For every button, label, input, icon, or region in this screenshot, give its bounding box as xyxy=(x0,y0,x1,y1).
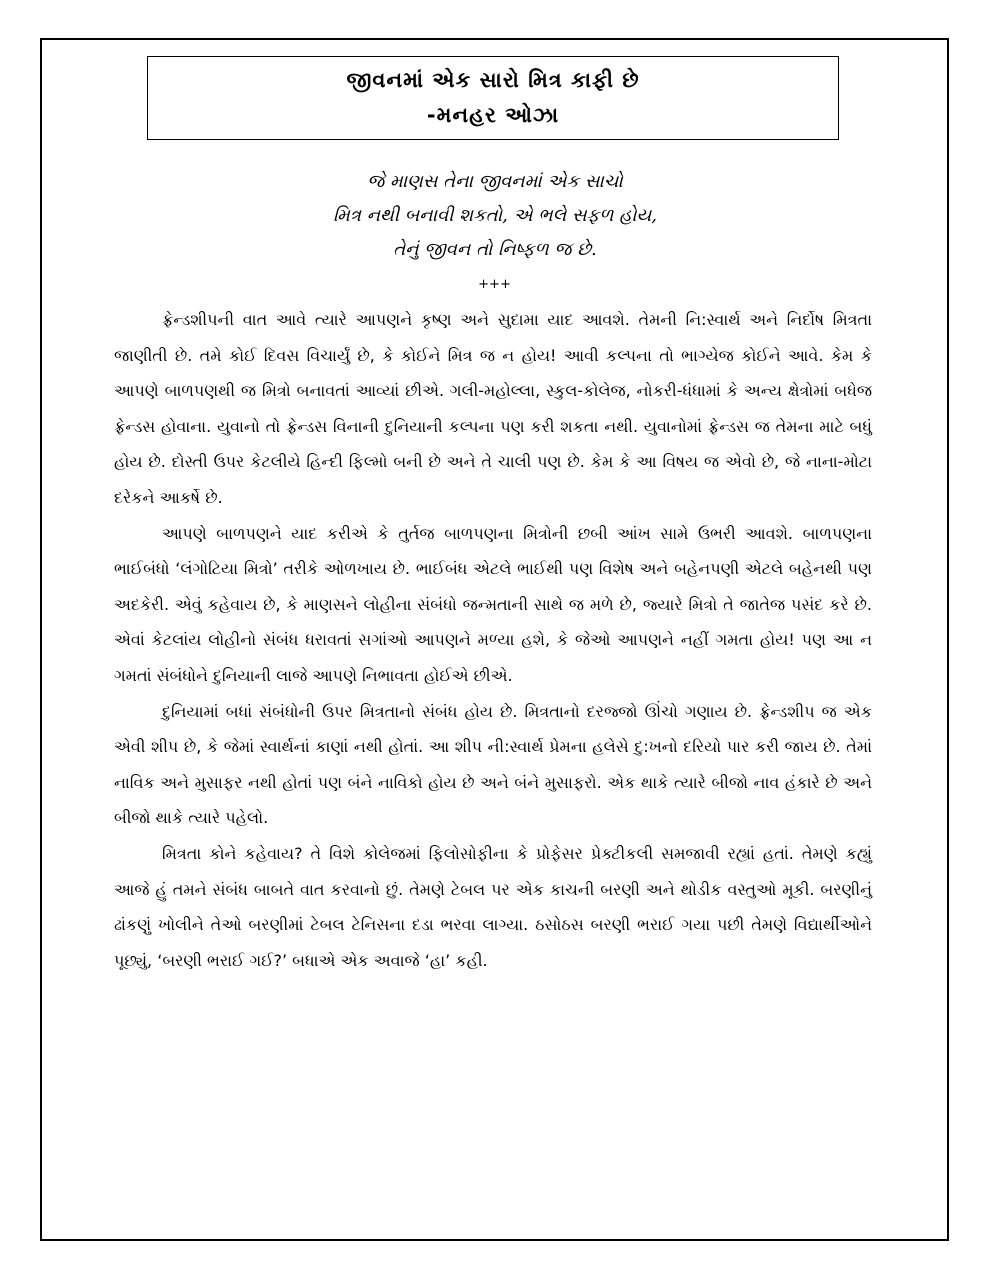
section-separator: +++ xyxy=(478,277,511,292)
article-body xyxy=(114,302,872,978)
epigraph-quote xyxy=(100,165,890,267)
article-author: -મનહર ઓઝા xyxy=(426,103,560,127)
quote-line: મિત્ર નથી બનાવી શકતો, એ ભલે સફળ હોય, xyxy=(333,205,657,226)
title-box xyxy=(147,56,839,140)
paragraph: ફ્રેન્ડશીપની વાત આવે ત્યારે આપણને કૃષ્ણ અને સુદામા યાદ આવશે. તેમની નિ:સ્વાર્થ અને નિર્દોષ મિત્રતા જાણીતી છે. તમે કોઈ દિવસ વિચાર્યું છે, કે કોઈને મિત્ર જ ન હોય! આવી કલ્પના તો ભાગ્યેજ કોઈને આવે. કેમ કે આપણે બાળપણથી જ મિત્રો બનાવતાં આવ્યાં છીએ. ગલી-મહોલ્લા, સ્કુલ-કોલેજ, નોકરી-ધંધામાં કે અન્ય ક્ષેત્રોમાં બધેજ ફ્રેન્ડસ હોવાના. યુવાનો તો ફ્રેન્ડસ વિનાની દુનિયાની કલ્પના પણ કરી શકતા નથી. યુવાનોમાં ફ્રેન્ડસ જ તેમના માટે બધું હોય છે. દોસ્તી ઉપર કેટલીયે હિન્દી ફિલ્મો બની છે અને તે ચાલી પણ છે. કેમ કે આ વિષય જ એવો છે, જે નાના-મોટા દરેકને આકર્ષે છે. xyxy=(114,310,872,507)
paragraph: મિત્રતા કોને કહેવાય? તે વિશે કોલેજમાં ફિલોસોફીના કે પ્રોફેસર પ્રેક્ટીકલી સમજાવી રહ્યાં હતાં. તેમણે કહ્યું આજે હું તમને સંબંધ બાબતે વાત કરવાનો છું. તેમણે ટેબલ પર એક કાચની બરણી અને થોડીક વસ્તુઓ મૂકી. બરણીનું ઢાંકણું ખોલીને તેઓ બરણીમાં ટેબલ ટેનિસના દડા ભરવા લાગ્યા. ઠસોઠસ બરણી ભરાઈ ગયા પછી તેમણે વિદ્યાર્થીઓને પૂછ્યું, ‘બરણી ભરાઈ ગઈ?’ બધાએ એક અવાજે ‘હા’ કહી. xyxy=(114,843,872,970)
quote-line: તેનું જીવન તો નિષ્ફળ જ છે. xyxy=(393,239,597,260)
article-title: જીવનમાં એક સારો મિત્ર કાફી છે xyxy=(346,68,640,92)
quote-line: જે માણસ તેના જીવનમાં એક સાચો xyxy=(367,171,623,192)
paragraph: આપણે બાળપણને યાદ કરીએ કે તુર્તજ બાળપણના મિત્રોની છબી આંખ સામે ઉભરી આવશે. બાળપણના ભાઈબંધો ‘લંગોટિયા મિત્રો’ તરીકે ઓળખાય છે. ભાઈબંધ એટલે ભાઈથી પણ વિશેષ અને બહેનપણી એટલે બહેનથી પણ અદકેરી. એવું કહેવાય છે, કે માણસને લોહીના સંબંધો જન્મતાની સાથે જ મળે છે, જ્યારે મિત્રો તે જાતેજ પસંદ કરે છે. એવાં કેટલાંય લોહીનો સંબંધ ધરાવતાં સગાંઓ આપણને મળ્યા હશે, કે જેઓ આપણને નહીં ગમતા હોય! પણ આ ન ગમતાં સંબંધોને દુનિયાની લાજે આપણે નિભાવતા હોઈએ છીએ. xyxy=(114,523,872,685)
paragraph: દુનિયામાં બધાં સંબંધોની ઉપર મિત્રતાનો સંબંધ હોય છે. મિત્રતાનો દરજ્જો ઊંચો ગણાય છે. ફ્રેન્ડશીપ જ એક એવી શીપ છે, કે જેમાં સ્વાર્થનાં કાણાં નથી હોતાં. આ શીપ ની:સ્વાર્થ પ્રેમના હલેસે દુ:ખનો દરિયો પાર કરી જાય છે. તેમાં નાવિક અને મુસાફર નથી હોતાં પણ બંને નાવિકો હોય છે અને બંને મુસાફરો. એક થાકે ત્યારે બીજો નાવ હંકારે છે અને બીજો થાકે ત્યારે પહેલો. xyxy=(114,701,872,828)
